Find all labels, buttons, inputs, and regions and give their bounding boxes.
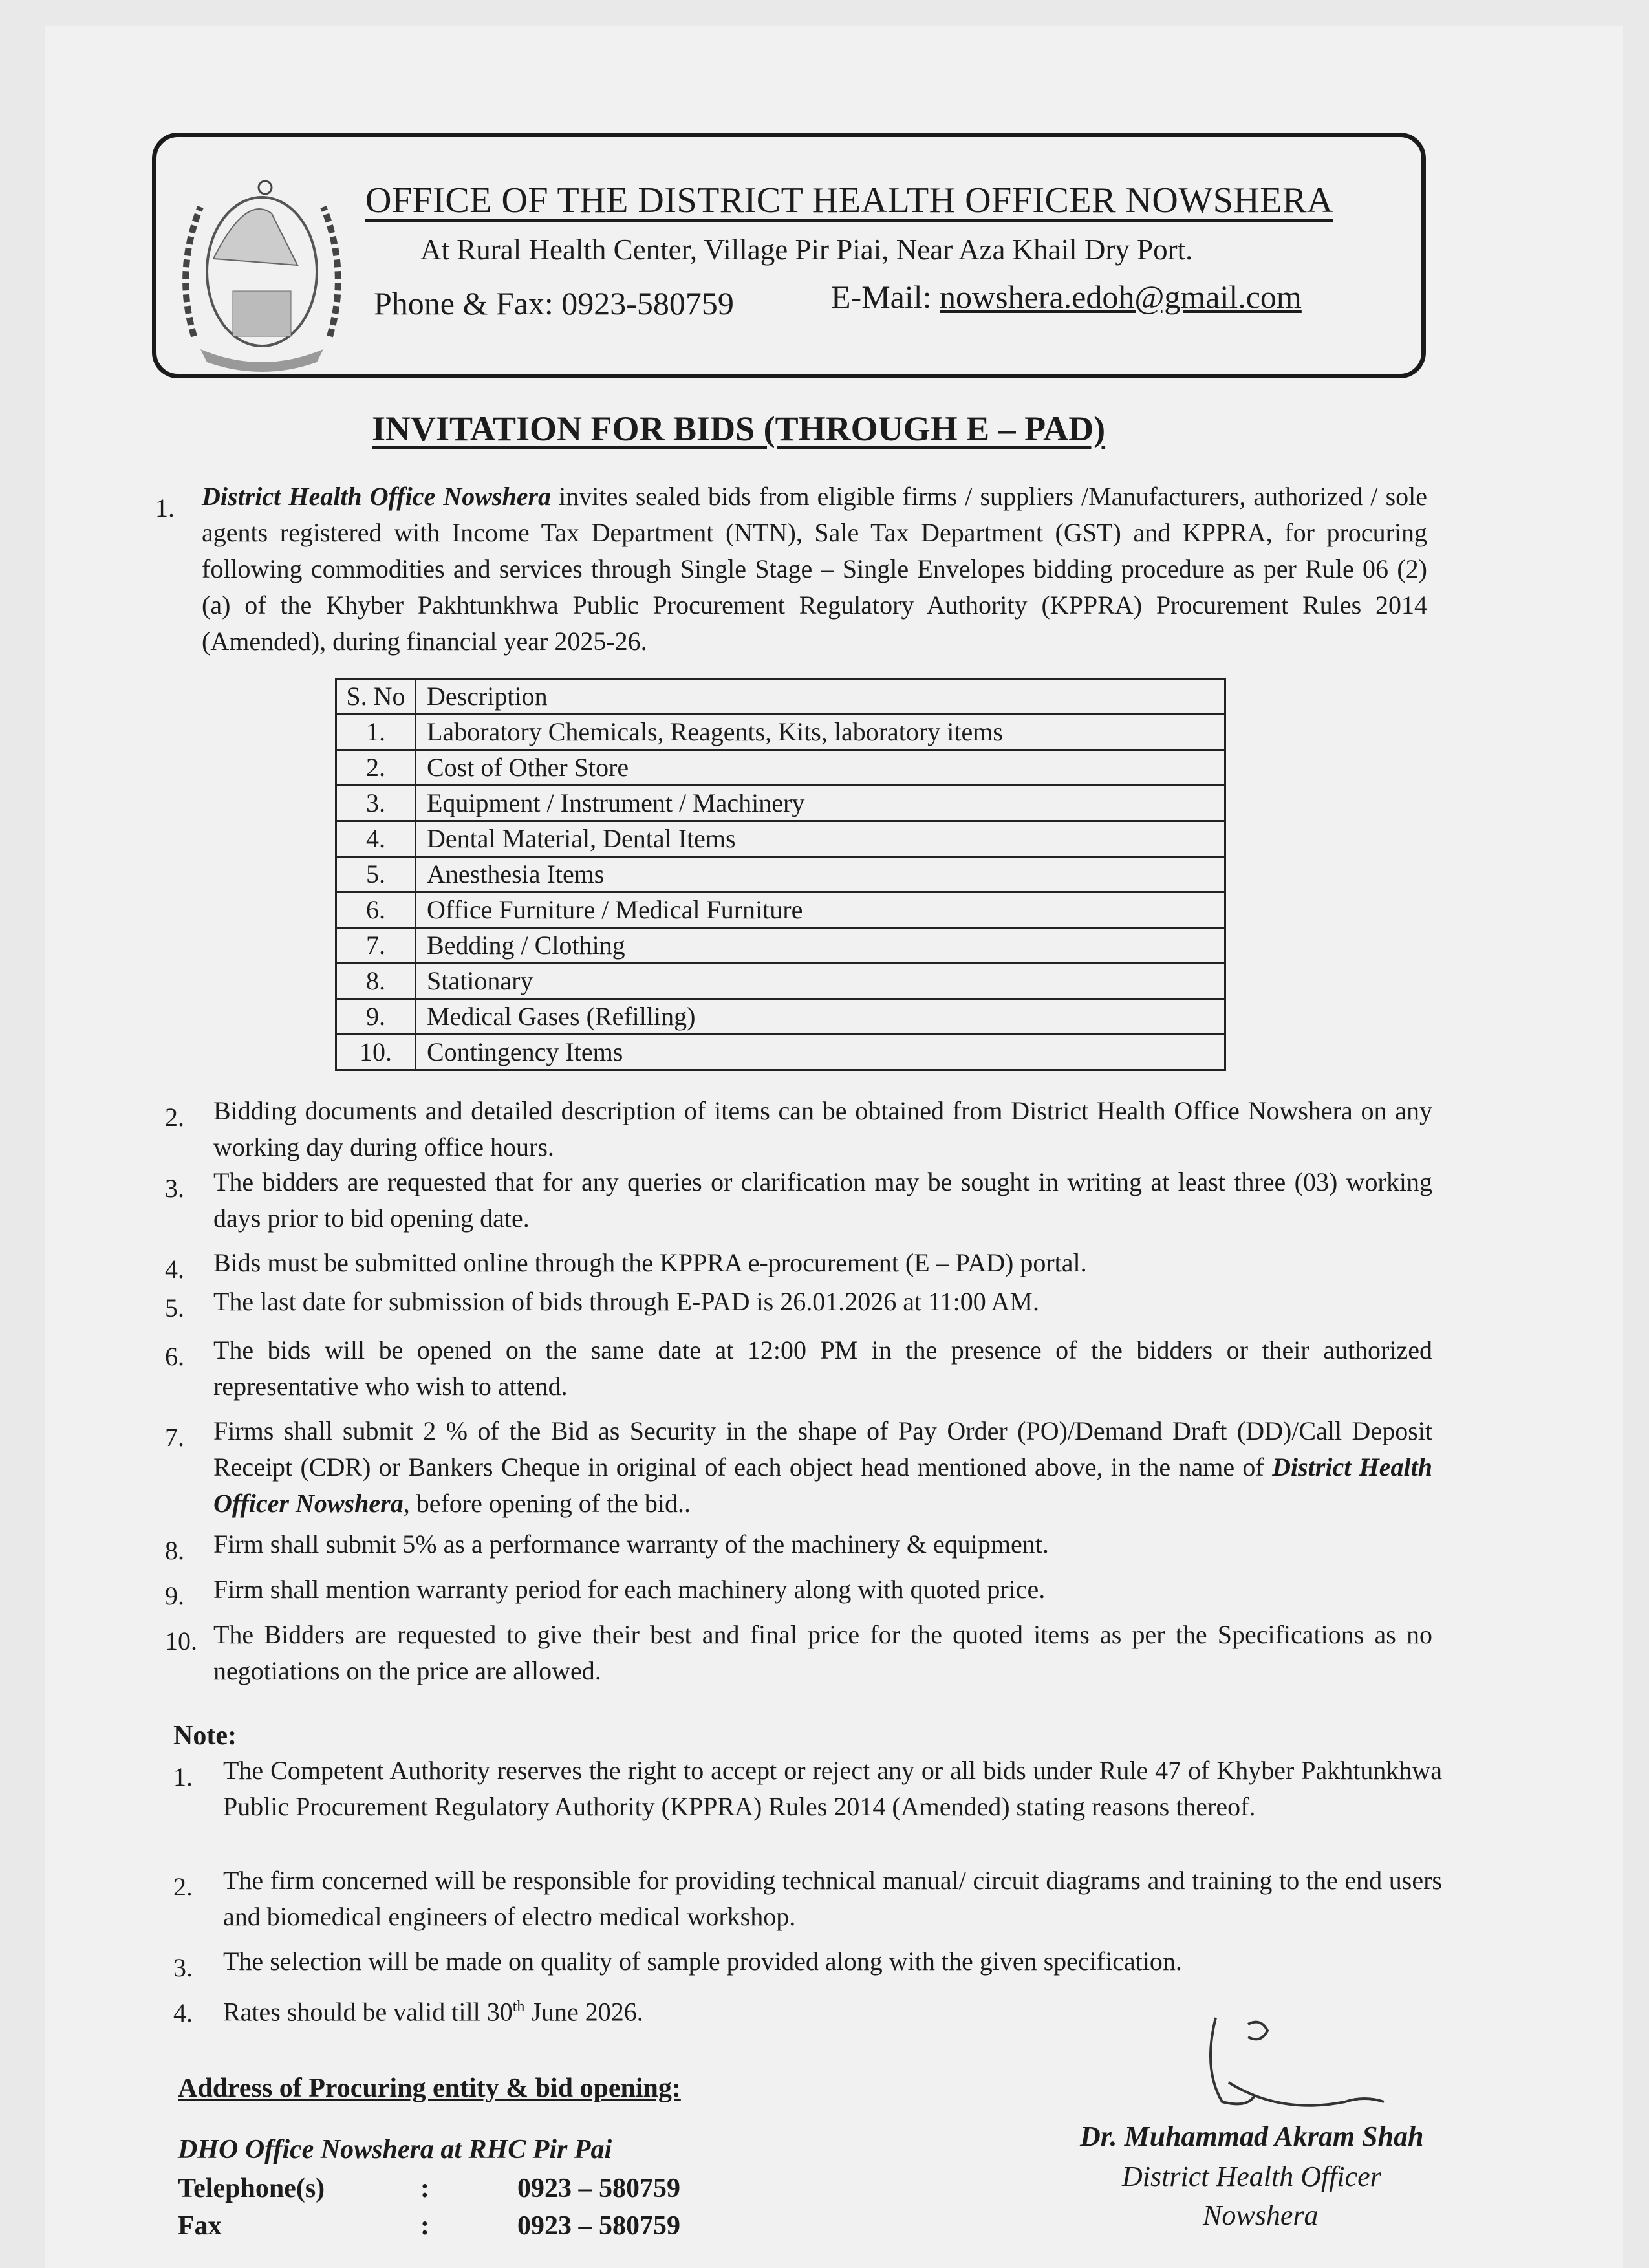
row-sno: 6. [336, 892, 416, 928]
email-label: E-Mail: [831, 279, 940, 315]
procuring-office: DHO Office Nowshera at RHC Pir Pai [178, 2135, 612, 2165]
office-phone: Phone & Fax: 0923-580759 [374, 285, 734, 321]
item-text: The bids will be opened on the same date at 12:00 PM in the presence of the bidders or their authorized representative who wish to attend. [213, 1335, 1432, 1401]
row-sno: 9. [336, 999, 416, 1035]
office-address: At Rural Health Center, Village Pir Piai, Near Aza Khail Dry Port. [420, 233, 1193, 266]
item-bold-text: District Health Officer Nowshera [213, 1453, 1433, 1518]
row-sno: 3. [336, 786, 416, 821]
item-number: 2. [165, 1103, 184, 1132]
item-text: Firms shall submit 2 % of the Bid as Security in the shape of Pay Order (PO)/Demand Draft (DD)/Call Deposit Receipt (CDR) or Bankers Cheque in original of each object head mentioned above, in the name of [213, 1416, 1432, 1482]
item-text: Firm shall submit 5% as a performance warranty of the machinery & equipment. [213, 1529, 1049, 1559]
row-sno: 8. [336, 964, 416, 999]
table-row [336, 892, 1225, 928]
row-description: Office Furniture / Medical Furniture [416, 892, 1225, 928]
row-description: Equipment / Instrument / Machinery [416, 786, 1225, 821]
table-row [336, 715, 1225, 750]
row-description: Laboratory Chemicals, Reagents, Kits, laboratory items [416, 715, 1225, 750]
header-sno: S. No [336, 679, 416, 715]
note-text: The Competent Authority reserves the right to accept or reject any or all bids under Rule 47 of Khyber Pakhtunkhwa Public Procurement Regulatory Authority (KPPRA) Rules 2014 (Amended) stating reasons thereof. [223, 1756, 1442, 1821]
note-tail: June 2026. [524, 1997, 643, 2027]
document-heading: INVITATION FOR BIDS (THROUGH E – PAD) [372, 409, 1106, 448]
signatory-name: Dr. Muhammad Akram Shah [1080, 2121, 1424, 2152]
note-number: 1. [173, 1762, 193, 1791]
row-sno: 4. [336, 821, 416, 857]
note-item [223, 1753, 1442, 1825]
item-tail: , before opening of the bid.. [403, 1489, 691, 1518]
office-email [831, 278, 1302, 316]
list-item [213, 1245, 1432, 1281]
row-description: Stationary [416, 964, 1225, 999]
note-text: The selection will be made on quality of sample provided along with the given specification. [223, 1947, 1182, 1976]
colon: : [420, 2211, 429, 2241]
item-number: 4. [165, 1255, 184, 1284]
row-description: Anesthesia Items [416, 857, 1225, 892]
address-heading: Address of Procuring entity & bid opening: [178, 2073, 681, 2103]
table-row [336, 750, 1225, 786]
row-description: Dental Material, Dental Items [416, 821, 1225, 857]
email-link[interactable]: nowshera.edoh@gmail.com [940, 279, 1302, 315]
list-item [213, 1284, 1432, 1320]
item-text: The bidders are requested that for any queries or clarification may be sought in writing at least three (03) working days prior to bid opening date. [213, 1167, 1432, 1233]
note-sup: th [512, 1998, 525, 2015]
item-number: 5. [165, 1293, 184, 1323]
table-row [336, 964, 1225, 999]
list-item [213, 1526, 1432, 1562]
colon: : [420, 2174, 429, 2203]
item-number: 8. [165, 1536, 184, 1565]
list-item [213, 1571, 1432, 1608]
row-description: Contingency Items [416, 1035, 1225, 1070]
intro-number: 1. [155, 493, 175, 523]
item-number: 3. [165, 1174, 184, 1203]
item-number: 6. [165, 1342, 184, 1371]
item-text: The last date for submission of bids through E-PAD is 26.01.2026 at 11:00 AM. [213, 1287, 1039, 1316]
item-number: 9. [165, 1581, 184, 1610]
row-sno: 10. [336, 1035, 416, 1070]
table-row [336, 1035, 1225, 1070]
item-number: 7. [165, 1423, 184, 1452]
list-item [213, 1617, 1432, 1689]
table-row [336, 786, 1225, 821]
list-item [213, 1332, 1432, 1405]
row-sno: 5. [336, 857, 416, 892]
table-header-row [336, 679, 1225, 715]
signature-icon [1151, 2005, 1423, 2134]
signatory-title: District Health Officer [1122, 2161, 1381, 2192]
note-item [223, 1943, 1442, 1980]
note-text: Rates should be valid till 30 [223, 1997, 513, 2027]
row-sno: 2. [336, 750, 416, 786]
fax-label: Fax [178, 2211, 222, 2241]
office-title: OFFICE OF THE DISTRICT HEALTH OFFICER NOWSHERA [365, 180, 1333, 221]
item-text: Bidding documents and detailed description of items can be obtained from District Health Office Nowshera on any working day during office hours. [213, 1096, 1432, 1161]
fax-value: 0923 – 580759 [517, 2211, 680, 2241]
row-description: Cost of Other Store [416, 750, 1225, 786]
item-text: Bids must be submitted online through the KPPRA e-procurement (E – PAD) portal. [213, 1248, 1087, 1277]
table-row [336, 928, 1225, 964]
telephone-value: 0923 – 580759 [517, 2174, 680, 2203]
item-number: 10. [165, 1626, 197, 1656]
table-row [336, 999, 1225, 1035]
note-number: 2. [173, 1872, 193, 1901]
item-text: Firm shall mention warranty period for each machinery along with quoted price. [213, 1575, 1046, 1604]
table-row [336, 857, 1225, 892]
intro-paragraph [202, 479, 1427, 660]
row-description: Medical Gases (Refilling) [416, 999, 1225, 1035]
note-heading: Note: [173, 1721, 237, 1751]
note-item [223, 1863, 1442, 1935]
signatory-place: Nowshera [1203, 2199, 1319, 2231]
intro-text: invites sealed bids from eligible firms / suppliers /Manufacturers, authorized / sole agents registered with Income Tax Department (NTN), Sale Tax Department (GST) and KPPRA, for procuring following commodities and services through Single Stage – Single Envelopes bidding procedure as per Rule 06 (2) (a) of the Khyber Pakhtunkhwa Public Procurement Regulatory Authority (KPPRA) Procurement Rules 2014 (Amended), during financial year 2025-26. [202, 482, 1427, 656]
note-number: 4. [173, 1998, 193, 2027]
note-text: The firm concerned will be responsible for providing technical manual/ circuit diagrams and training to the end users and biomedical engineers of electro medical workshop. [223, 1866, 1442, 1931]
list-item [213, 1164, 1432, 1237]
commodities-table [335, 678, 1226, 1071]
government-emblem-icon [168, 168, 356, 375]
list-item [213, 1093, 1432, 1165]
table-row [336, 821, 1225, 857]
note-number: 3. [173, 1953, 193, 1982]
list-item [213, 1413, 1432, 1522]
intro-lead: District Health Office Nowshera [202, 482, 552, 511]
row-description: Bedding / Clothing [416, 928, 1225, 964]
row-sno: 1. [336, 715, 416, 750]
item-text: The Bidders are requested to give their best and final price for the quoted items as per the Specifications as no negotiations on the price are allowed. [213, 1620, 1432, 1685]
header-description: Description [416, 679, 1225, 715]
telephone-label: Telephone(s) [178, 2174, 325, 2203]
row-sno: 7. [336, 928, 416, 964]
